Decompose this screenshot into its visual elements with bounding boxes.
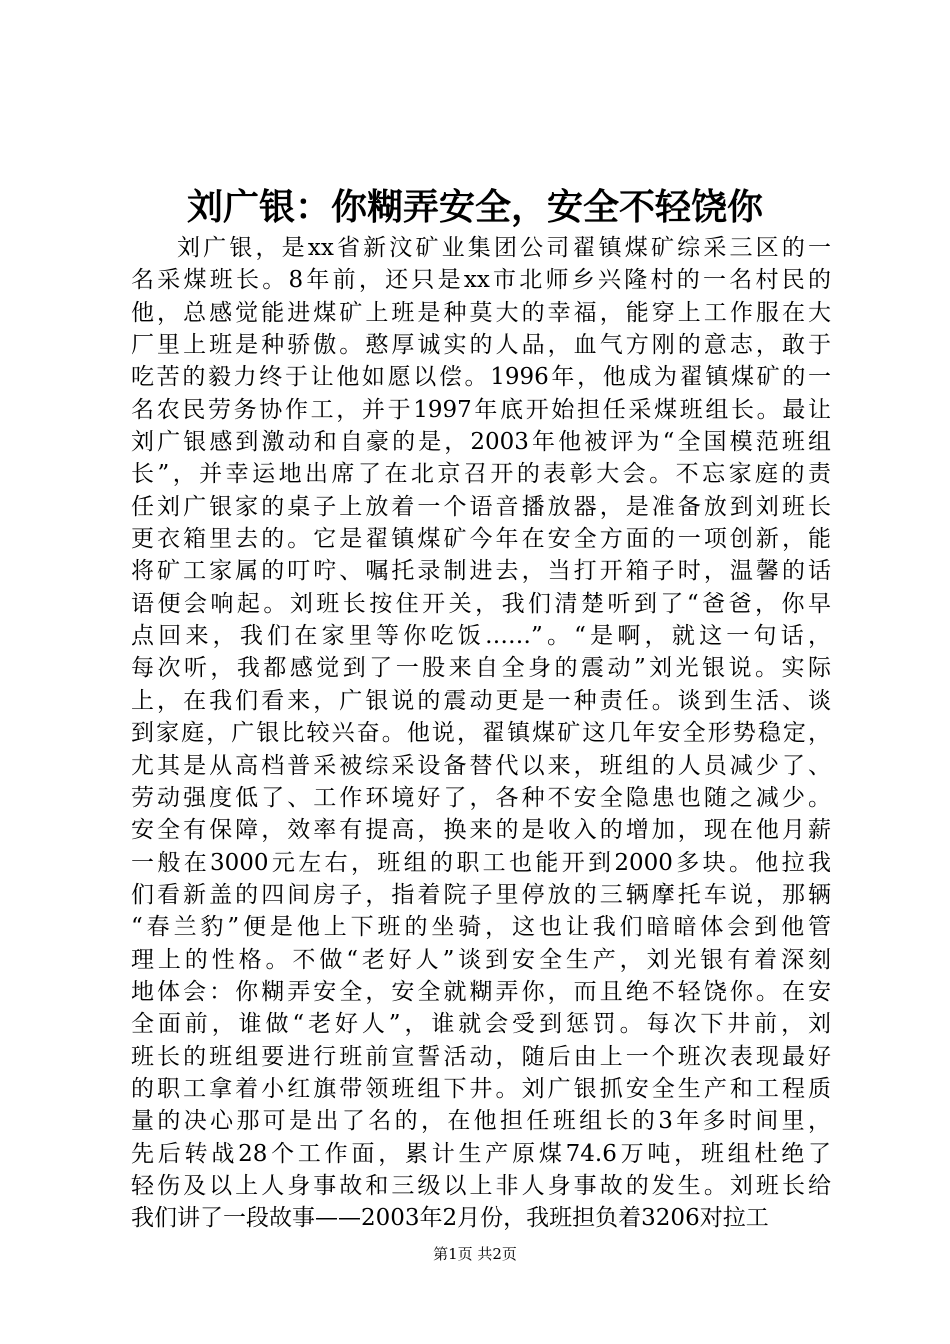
body-line: 刘广银，是xx省新汶矿业集团公司翟镇煤矿综采三区的一: [177, 235, 831, 261]
body-line: 尤其是从高档普采被综采设备替代以来，班组的人员减少了、: [131, 752, 831, 779]
body-line: 我们讲了一段故事——2003年2月份，我班担负着3206对拉工: [131, 1205, 769, 1232]
body-line: 更衣箱里去的。它是翟镇煤矿今年在安全方面的一项创新，能: [131, 526, 831, 553]
body-line: 的职工拿着小红旗带领班组下井。刘广银抓安全生产和工程质: [131, 1075, 831, 1102]
body-line: 厂里上班是种骄傲。憨厚诚实的人品，血气方刚的意志，敢于: [131, 332, 831, 359]
body-line: 劳动强度低了、工作环境好了，各种不安全隐患也随之减少。: [131, 784, 831, 811]
body-line: 吃苦的毅力终于让他如愿以偿。1996年，他成为翟镇煤矿的一: [131, 364, 831, 391]
body-line: 他，总感觉能进煤矿上班是种莫大的幸福，能穿上工作服在大: [131, 299, 831, 326]
body-line: 班长的班组要进行班前宣誓活动，随后由上一个班次表现最好: [131, 1043, 831, 1070]
body-line: 们看新盖的四间房子，指着院子里停放的三辆摩托车说，那辆: [131, 881, 831, 908]
body-line: 一般在3000元左右，班组的职工也能开到2000多块。他拉我: [131, 849, 831, 876]
document-title: 刘广银：你糊弄安全，安全不轻饶你: [186, 186, 763, 228]
body-line: 地体会：你糊弄安全，安全就糊弄你，而且绝不轻饶你。在安: [131, 978, 831, 1005]
body-line: 每次听，我都感觉到了一股来自全身的震动”刘光银说。实际: [131, 655, 831, 682]
body-line: 全面前，谁做“老好人”，谁就会受到惩罚。每次下井前，刘: [131, 1011, 831, 1038]
body-line: 量的决心那可是出了名的，在他担任班组长的3年多时间里，: [131, 1108, 831, 1135]
body-line: 点回来，我们在家里等你吃饭……”。“是啊，就这一句话，: [131, 623, 831, 650]
body-line: 安全有保障，效率有提高，换来的是收入的增加，现在他月薪: [131, 817, 831, 844]
body-line: 任刘广银家的桌子上放着一个语音播放器，是准备放到刘班长: [131, 493, 831, 520]
document-body: [131, 232, 831, 1235]
body-line: 将矿工家属的叮咛、嘱托录制进去，当打开箱子时，温馨的话: [131, 558, 831, 585]
body-line: 长”，并幸运地出席了在北京召开的表彰大会。不忘家庭的责: [131, 461, 831, 488]
body-line: 名采煤班长。8年前，还只是xx市北师乡兴隆村的一名村民的: [131, 267, 831, 294]
body-line: “春兰豹”便是他上下班的坐骑，这也让我们暗暗体会到他管: [131, 914, 831, 941]
body-line: 上，在我们看来，广银说的震动更是一种责任。谈到生活、谈: [131, 687, 831, 714]
body-line: 到家庭，广银比较兴奋。他说，翟镇煤矿这几年安全形势稳定，: [131, 720, 831, 747]
body-line: 轻伤及以上人身事故和三级以上非人身事故的发生。刘班长给: [131, 1172, 831, 1199]
body-line: 语便会响起。刘班长按住开关，我们清楚听到了“爸爸，你早: [131, 590, 831, 617]
body-line: 理上的性格。不做“老好人”谈到安全生产，刘光银有着深刻: [131, 946, 831, 973]
body-line: 先后转战28个工作面，累计生产原煤74.6万吨，班组杜绝了: [131, 1140, 831, 1167]
body-line: 名农民劳务协作工，并于1997年底开始担任采煤班组长。最让: [131, 396, 831, 423]
body-line: 刘广银感到激动和自豪的是，2003年他被评为“全国模范班组: [131, 429, 831, 456]
page-number-footer: 第1页 共2页: [433, 1245, 517, 1263]
